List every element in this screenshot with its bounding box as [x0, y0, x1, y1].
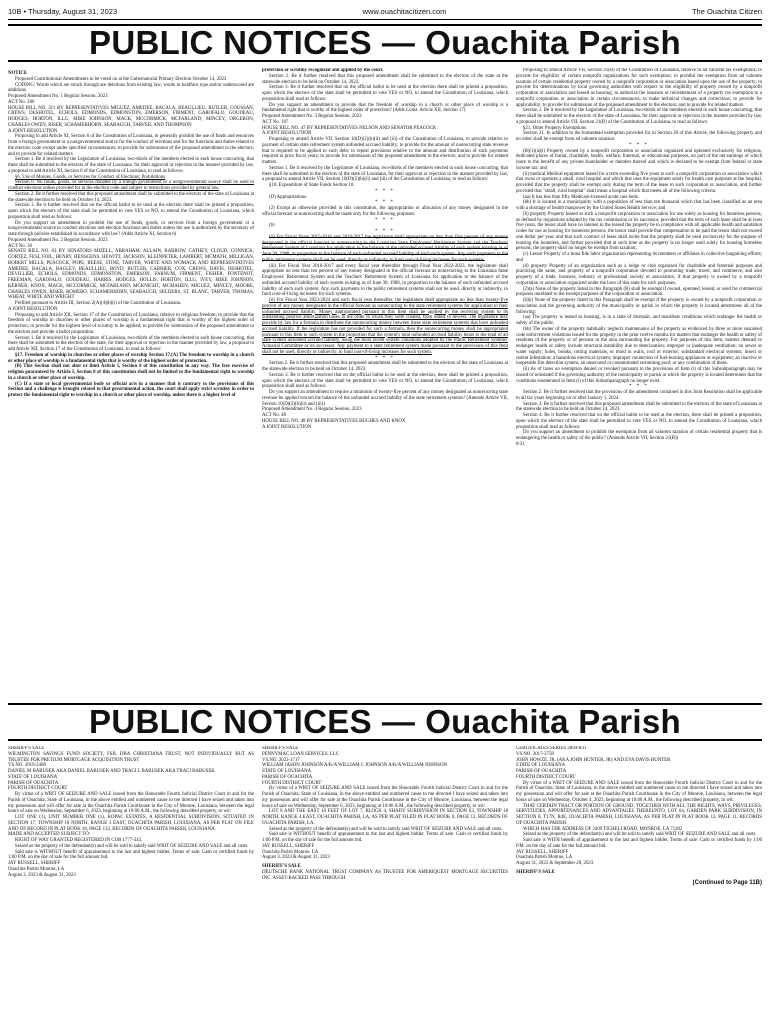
- notice-paragraph: §21. Other Property Exemptions: [523, 125, 586, 131]
- notice-paragraph: Do you support an amendment to prohibit the use of funds, goods, or services from a foreign government or a nongovernmental source to conduct elections and election functions and duties unless the use is authorized by the secretary of state through policies established in accordance with law? (Adds Article XI, Section 6): [8, 220, 254, 237]
- notice-paragraph: (ii) For Fiscal Years 2015-2016 and 2016-2017 the legislature shall appropriate no less than five percent of any money designated in the official forecast as nonrecurring to the Louisiana State Employees' Retirement System and the Teachers' Retirement System of Louisiana for application to the balance of the unfunded accrued liability of each system existing as of June 30, 1988, in proportion to the balance of each unfunded accrued liability of each such system. Any such payments to the public retirement systems shall not be used, directly or indirectly, to fund cost-of-living increases for such systems.: [262, 234, 508, 263]
- notice-paragraph: ACT No. 30: [8, 243, 32, 249]
- notice-paragraph: Section 2. Be it further resolved that this proposed amendment shall be submitted to the electors of the state of Louisiana at the statewide election to be held on October 14, 2023.: [8, 191, 254, 203]
- notice-paragraph: VS.NO. 2017-3758: [516, 751, 554, 757]
- notice-paragraph: JAY RUSSELL, SHERIFF: [262, 843, 315, 849]
- notice-paragraph: DEUTSCHE BANK NATIONAL TRUST COMPANY AS TRUSTEE FOR AMERIQUEST MORTGAGE SECURITIES INC. ASSET-BACKED PASS THROUGH: [262, 869, 508, 881]
- notice-paragraph: MADE AND ACCEPTED SUBJECT TO:: [8, 832, 91, 838]
- notice-paragraph: Section 4. Be it further resolved that on the official ballot to be used at the election, there shall be printed a proposition, upon which the electors of the state shall be permitted to vote YES or NO, to amend the Constitution of Louisiana, which proposition shall read as follows:: [516, 413, 762, 430]
- notice-paragraph: NOTICE: [8, 71, 28, 76]
- notice-paragraph: Proposing to amend Article VII, Section 21(B) of the Constitution of Louisiana, relative to ad valorem tax exemptions; to provide for eligibility of certain nonprofit organizations for such exemption; to prohibit the exemption from ad valorem taxation of certain residential property owned by a nonprofit corporation or association based upon the use of the property; to provide for determinations by local governing authorities with respect to the eligibility of property owned by a nonprofit corporation or association and leased as housing; to authorize the issuance or reinstatement of a property tax exemption to a nonprofit corporation or association in certain circumstances; to make technical changes and corrections; to provide for applicability; to provide for submission of the proposed amendment to the electors; and to provide for related matters.: [516, 68, 762, 108]
- notice-paragraph: Section 1. Be it resolved by the Legislature of Louisiana, two-thirds of the members elected to each house concurring, that there shall be submitted to the electors of the state, for their approval or rejection in the manner provided by law, a proposal to add Article XII, Section 17 of the Constitution of Louisiana, to read as follows:: [8, 335, 254, 352]
- notice-paragraph: RIGHT OF WAY GRANTED REGISTERED IN COB 1777-343.: [15, 838, 143, 843]
- section-break: * * *: [375, 200, 395, 206]
- notice-paragraph: Section 21. In addition to the homestead exemption provided for in Section 20 of this Article, the following property and no other shall be exempt from ad valorem taxation:: [516, 131, 762, 142]
- banner-title: PUBLIC NOTICES: [89, 703, 372, 740]
- notice-paragraph: Section 3. Be it further resolved that on the official ballot to be used at the election, there shall be printed a proposition, upon which the electors of the state shall be permitted to vote YES or NO, to amend the Constitution of Louisiana, which proposition shall read as follows:: [262, 372, 508, 390]
- section-break: * * *: [375, 217, 395, 223]
- column-1: [8, 68, 254, 696]
- notice-paragraph: (d) property Property of an organization such as a lodge or club organized for charitable and fraternal purposes and practicing the same, and property of a nonprofit corporation devoted to promoting trade, travel, and commerce, and also property of a trade, business, industry or professional society or association, if that property is owned by a nonprofit corporation or association organized under the laws of this state for such purposes.: [516, 263, 762, 286]
- notice-paragraph: Do you support an amendment to provide that the freedom of worship in a church or other place of worship is a fundamental right that is worthy of the highest order of protection? (Adds Const. Article XII, Section 17): [262, 102, 508, 114]
- continued-note: (Continued to Page 11B): [692, 879, 762, 886]
- notice-paragraph: (B) This Section shall not alter or limit Article I, Section 8 of this constitution in any way. The free exercise of religion guaranteed by Article I, Section 8 of this constitution shall not be limited to the fundamental right to worship in a church or other place of worship.: [8, 364, 254, 381]
- notice-paragraph: Said sale is WITHOUT benefit of appraisement to the last and highest bidder. Terms of sale: Cash or certified funds by 1:00 P.M. on the day of sale for the full amount bid.: [262, 832, 508, 843]
- notice-paragraph: VS.NO. 2022-1717: [262, 757, 300, 763]
- notice-paragraph: §10. Expenditure of State Funds Section 10.: [269, 183, 355, 188]
- notice-paragraph: THAT CERTAIN TRACT OR PORTION OF GROUND, TOGETHER WITH ALL THE RIGHTS, WAYS, PRIVILEGES, SERVITUDES, APPURTENANCES AND ADVANTAGES THEREUNTO, LOT 64, GARDEN PARK SUBDIVISION, IN SECTION 8, T17N, R4E, OUACHITA PARISH, LOUISIANA, AS PER PLAT IN PLAT BOOK 12, PAGE 11, RECORDS OF OUACHITA PARISH.: [516, 803, 762, 826]
- notice-paragraph: DANIEL M BABUSEK AKA DANIEL BABUSEK AND TRACI L BABUSEK AKA TRACI BABUSEK: [8, 769, 215, 774]
- notice-paragraph: Do you support an amendment to require a minimum of twenty-five percent of any money designated as nonrecurring state revenue be applied toward the balance of the unfunded accrued liability of the state retirement systems? (Amends Article VII, Section 10(D)(2)(b)(ii) and (iii)): [262, 390, 508, 407]
- notice-paragraph: Do you support an amendment to prohibit the exemption from ad valorem taxation of certain residential property that is endangering the health or safety of the public? (Amends Article VII, Section 21(B)): [516, 430, 762, 441]
- notice-paragraph: STATE OF LOUISIANA: [516, 763, 566, 769]
- notice-paragraph: Section 1. Be it resolved by the Legislature of Louisiana, two-thirds of the members elected to each house concurring, that there shall be submitted to the electors of the state of Louisiana, for their approval or rejection in the manner provided by law, a proposal to amend Article VII, Section 10(D)(2)(b)(ii) and (iii) of the Constitution of Louisiana, to read as follows:: [262, 165, 508, 183]
- notice-paragraph: (bb) The owner of the property habitually neglects maintenance of the property as evidenced by three or more sustained code enforcement violations issued for the property in the prior twelve months for matters that endanger the health or safety of residents of the property or of persons in the area surrounding the property. For purposes of this Item, matters deemed to endanger health or safety include structural instability due to deterioration; improper or inadequate ventilation; no sewer or water supply; holes, breaks, rotting materials, or mold in walls, roof or exterior; substandard electrical systems; insect or rodent infestation; a hazardous electrical system; improper connection of fuel-burning appliances or equipment; an inactive or inoperable fire detection system; an unsecured or contaminated swimming pool; or any combination of these.: [516, 326, 762, 367]
- notice-paragraph: SHERIFF'S SALE: [262, 746, 299, 751]
- notice-paragraph: (2) Except as otherwise provided in this constitution, the appropriation or allocation of any money designated in the official forecast as nonrecurring shall be made only for the following purposes:: [262, 206, 508, 217]
- notices-columns-bottom: [8, 746, 762, 1018]
- notice-paragraph: (b): [269, 223, 275, 229]
- notice-paragraph: PARISH OF OUACHITA: [8, 780, 59, 786]
- notice-paragraph: SHERIFF'S SALE: [516, 869, 555, 875]
- banner-parish: Ouachita Parish: [425, 703, 681, 740]
- notice-paragraph: (ii) For Fiscal Year 2023-2024 and each fiscal year thereafter, the legislature shall appropriate no less than twenty-five percent of any money designated in the official forecast as nonrecurring to the state retirement systems for application to their unfunded accrued liability. Money appropriated pursuant to this Item shall be applied by the receiving system to its outstanding positive amortization bases in the order in which they were created, from oldest to newest. The legislature may provide by law for a formula to distribute the nonrecurring money between these state retirement systems that have unfunded accrued liability. If the legislature has not provided for such a formula, then the nonrecurring money shall be appropriated pursuant to this Item to such system in the proportion that the system's total unfunded accrued liability bears to the total of all state system unfunded accrued liability, using the most recent system valuations adopted by the Public Retirement Systems' Actuarial Committee or its successor. Any payment to a state retirement system made pursuant to the provisions of this Item shall not be used, directly or indirectly, to fund cost-of-living increases for such system.: [262, 298, 508, 355]
- notice-paragraph: Proposing to add Article XI, Section 6 of the Constitution of Louisiana, to generally prohibit the use of funds and resources from a foreign government or a nongovernmental source for the conduct of elections and for the functions and duties related to the election code except under specified circumstances; to provide for submission of the proposed amendment to the electors; and to provide for related matters.: [8, 134, 254, 157]
- notice-paragraph: PARISH OF OUACHITA: [262, 774, 313, 780]
- notice-paragraph: Section 2. Be it further resolved that this proposed amendment shall be submitted to the electors of the state at the statewide election to be held on October 14, 2023.: [262, 73, 508, 85]
- notice-paragraph: LOT ONE (1), UNIT NUMBER ONE (1), KOPAC ESTATES, A RESIDENTIAL SUBDIVISION, SITUATED IN SECTION 17, TOWNSHIP 18 NORTH, RANGE 3 EAST, OUACHITA PARISH, LOUISIANA, AS PER PLAT ON FILE AND OF RECORD IN PLAT BOOK 18, PAGE 132, RECORDS OF OUACHITA PARISH, LOUISIANA.: [8, 815, 254, 832]
- notice-paragraph: FOURTH DISTRICT COURT: [516, 774, 576, 780]
- notice-paragraph: Section 3. Be it further resolved that on the official ballot to be used at the election there shall be printed a proposition, upon which the electors of the state shall be permitted to vote YES or NO, to amend the Constitution of Louisiana, which proposition shall read as follows:: [262, 85, 508, 102]
- notice-paragraph: (bb) It is located in a municipality with a population of less than ten thousand which that has been classified as an area with a shortage of health manpower by the United States Health Service; and: [516, 200, 762, 211]
- notice-paragraph: Section 1. Be it resolved by the Legislature of Louisiana, two-thirds of the members elected to each house concurring, that there shall be submitted to the electors of the state of Louisiana, for their approval or rejection in the manner provided by law, a proposal to add Article XI, Section 6 of the Constitution of Louisiana, to read as follows:: [8, 157, 254, 174]
- notice-paragraph: Section 6. No funds, goods, or services donated by a foreign government or a nongovernmental source shall be used to conduct elections unless provided for in the election code and subject to restrictions provided by general law.: [8, 180, 254, 191]
- notices-columns-top: [8, 68, 762, 696]
- notice-paragraph: Ouachita Parish Monroe, LA: [262, 849, 319, 855]
- notice-paragraph: A JOINT RESOLUTION: [8, 128, 58, 134]
- notice-paragraph: August 31, 2023 & September 28, 2023: [516, 861, 594, 866]
- notice-paragraph: ACT No. 200: [8, 99, 35, 105]
- notice-paragraph: JOHN HOWZE, JR. (AKA JOHN HUNTER, JR) AND EVA DAVIS HUNTER: [516, 757, 671, 763]
- notice-paragraph: (aa) The property is leased as housing, is in a state of disrepair, and manifests conditions which endanger the health or safety of the public.: [516, 315, 762, 326]
- notice-paragraph: (ii) medical Medical equipment leased for a term exceeding five years to such a nonprofit corporation or association which that owns or operates a small, rural hospital and which that uses the equipment solely for health care purposes at the hospital, provided that the property shall be exempt only during the term of the lease to such corporation or association, and further provided that "small, rural hospital" shall mean a hospital which that meets all of the following criteria:: [516, 171, 762, 194]
- notice-paragraph: Seized as the property of the defendant(s) and will be sold to satisfy said WRIT OF SEIZURE AND SALE and all costs.: [269, 826, 503, 832]
- notice-paragraph: (c) Lessor Property of a bona fide labor organization representing its members or affiliates in collective bargaining efforts; and: [516, 252, 762, 263]
- notice-paragraph: Section 3. Be it further resolved that on the official ballot to be used at the election there shall be printed a proposition, upon which the electors of the state shall be permitted to vote YES or NO, to amend the Constitution of Louisiana, which proposition shall read as follows:: [8, 203, 254, 220]
- notice-paragraph: §17. Freedom of worship in churches or other places of worship Section 17.(A) The freedom to worship in a church or other place of worship is a fundamental right that is worthy of the highest order of protection.: [8, 352, 254, 364]
- notice-paragraph: By virtue of a WRIT OF SEIZURE AND SALE issued from the Honorable Fourth Judicial District Court in and for the Parish of Ouachita, State of Louisiana, in the above entitled and numbered cause to me directed I have seized and taken into my possession and will offer for sale at the Ouachita Parish Courthouse in the City of Monroe, Louisiana, between the legal hours of sale on Wednesday, September 6, 2023, beginning at 10:00 A.M., the following described property, to wit:: [8, 792, 254, 815]
- notice-paragraph: PENNYMAC LOAN SERVICES, LLC: [262, 751, 340, 757]
- notice-paragraph: §6. Use of Monies, Goods, or Services for Conduct of Elections; Prohibitions: [15, 174, 166, 180]
- notice-paragraph: CERTIFICATES SERIES 2004-R11: [516, 746, 587, 751]
- notice-paragraph: By virtue of a WRIT OF SEIZURE AND SALE issued from the Honorable Fourth Judicial District Court in and for the Parish of Ouachita, State of Louisiana, in the above entitled and numbered cause to me directed I have seized and taken into my possession and will offer for sale at the Ouachita Parish Courthouse in the City of Monroe, Louisiana, between the legal hours of sale on Wednesday, September 6, 2023, beginning at 10:00 A.M., the following described property, to wit:: [262, 786, 508, 809]
- column-3: [516, 68, 762, 696]
- website-url[interactable]: www.ouachitacitizen.com: [362, 6, 447, 16]
- notice-paragraph: Ouachita Parish Monroe, LA: [516, 855, 573, 861]
- notice-paragraph: Section 2. Be it further resolved that this proposed amendment shall be submitted to the electors of the state of Louisiana at the statewide election to be held on October 14, 2023.: [262, 361, 508, 372]
- notice-paragraph: WHICH HAS THE ADDRESS OF 2409 TICHELI ROAD, MONROE, LA 71202: [523, 826, 683, 832]
- header-rule: [8, 19, 762, 20]
- notice-paragraph: Proposed Amendment No. 3 Regular Session, 2023: [262, 114, 362, 119]
- notice-paragraph: Seized as the property of the defendant(s) and will be sold to satisfy said WRIT OF SEIZURE AND SALE and all costs.: [15, 843, 249, 849]
- section-break: * * *: [629, 384, 649, 390]
- notice-paragraph: Section 1. Be it resolved by the Legislature of Louisiana, two-thirds of the members elected to each house concurring, that there shall be submitted to the electors of the state of Louisiana, for their approval or rejection in the manner provided by law, a proposal to amend Article VII, Section 21(B) of the Constitution of Louisiana, to read as follows:: [516, 108, 762, 125]
- notice-paragraph: (C) If a state or local governmental body or official acts in a manner that is contrary to the provisions of this Section and a challenge is brought related to that governmental action, the court shall apply strict scrutiny in order to protect the fundamental right to worship in a church or other place of worship, unless there is a higher level of: [8, 381, 254, 398]
- notice-paragraph: (ii) As of taxes on exemption denied or revoked pursuant to the provisions of Item (i) of this Subsubparagraph may be issued or reinstated if the governing authority of the municipality or parish in which the property is located determines that the conditions enumerated in Item (i) of this Subsubparagraph no longer exist.: [516, 367, 762, 384]
- section-banner-top: [8, 24, 762, 62]
- notice-paragraph: (b) property Property leased to such a nonprofit corporation or association for use solely as housing for homeless persons, as defined by regulations adopted by the tax commission or its successor, provided that the term of such lease shall be at least five years, the lessor shall have no interest in the leased the property be in compliance with all applicable health and sanitation codes for use as housing for homeless persons, the lessor shall provide that compensation to be paid the lessor shall not exceed one dollar per year, and that such contract of lease shall recite that the property shall be used exclusively for the purpose of housing the homeless, and further provided that at such time as the property is no longer used solely for housing homeless persons, the property shall no longer be exempt from taxation;: [516, 211, 762, 252]
- banner-dash: —: [381, 703, 416, 740]
- notice-paragraph: (D) Appropriations.: [269, 194, 308, 200]
- notice-paragraph: (b)(i) None of the property listed in this Paragraph shall be exempt if the property is owned by a nonprofit corporation or association and the governing authority of the municipality or parish in which the property is located determines all of the following:: [516, 298, 762, 315]
- notice-paragraph: Proposing to add Article XII, Section 17 of the Constitution of Louisiana, relative to religious freedom; to provide that the freedom of worship in churches or other places of worship is a fundamental right that is worthy of the highest order of protection; to provide for the highest level of scrutiny to be applied; to provide for submission of the proposed amendment to the electors and provide a ballot proposition.: [8, 312, 254, 335]
- notice-paragraph: By virtue of a WRIT OF SEIZURE AND SALE issued from the Honorable Fourth Judicial District Court in and for the Parish of Ouachita, State of Louisiana, in the above entitled and numbered cause to me directed I have seized and taken into my possession and will offer for sale at the Ouachita Parish Courthouse in the City of Monroe, Louisiana, between the legal hours of sale on Wednesday, October 4, 2023, beginning at 10:00 A.M., the following described property, to wit:: [516, 780, 762, 803]
- notice-paragraph: SHERIFF'S SALE: [8, 746, 45, 751]
- column-3: [516, 746, 762, 1018]
- banner-parish: Ouachita Parish: [425, 24, 681, 61]
- notice-paragraph: Proposed Amendment No. 4 Regular Session, 2023: [262, 407, 362, 413]
- notice-paragraph: WILLIAM JASON JOHNSON A/K/A WILLIAM J. JOHNSON A/K/A WILLIAM JOHNSON: [262, 763, 447, 769]
- notice-paragraph: VS.NO. 2019-2408: [8, 763, 46, 769]
- notice-paragraph: SHERIFF'S SALE: [262, 864, 301, 869]
- section-banner-bottom: [8, 703, 762, 741]
- notice-paragraph: SENATE BILL NO. 63 BY SENATORS MIZELL, ABRAHAM, ALLAIN, BARROW, CATHEY, CLOUD, CONNICK, CORTEZ, FESI, FOIL, HENRY, HENSGENS, HEWITT, JACKSON, KLEINPETER, LAMBERT, MCMATH, MILLIGAN, ROBERT MILLS, PEACOCK, POPE, REESE, STINE, TARVER, WHITE AND WOMACK AND REPRESENTATIVES AMEDEE, BACALA, BAGLEY, BEAULLIEU, BOYD, BUTLER, CARRIER, COX, CREWS, DAVIS, DESHOTEL, DEVILLIER, ECHOLS, EDMONDS, EDMONSTON, EMERSON, FARNUM, FIRMENT, FISHER, FONTENOT, FREEMAN, GAROFALO, GOUDEAU, HARRIS, HODGES, HOLLIS, HORTON, ILLG, IVEY, MIKE JOHNSON, KERNER, KNOX, MACK, MCCORMICK, MCFARLAND, MCKNIGHT, MCMAHEN, MIGUEZ, MINCEY, MOORE, CHARLES OWEN, RISER, ROMERO, SCHAMERHORN, SEABAUGH, SELDERS, ST. BLANC, TARVER, THOMAS, WHEAT, WHITE AND WRIGHT: [8, 249, 254, 301]
- notice-paragraph: Proposed Constitutional Amendments to be voted on at the Gubernatorial Primary Election October 14, 2023: [15, 76, 227, 82]
- notice-paragraph: HOUSE BILL NO. 47 BY REPRESENTATIVES NELSON AND SENATOR PEACOCK: [262, 125, 437, 131]
- notice-paragraph: Said sale is WITHOUT benefit of appraisement to the last and highest bidder. Terms of sale: Cash or certified funds by 1:00 P.M. on the day of sale for the full amount bid.: [8, 849, 254, 861]
- notice-paragraph: Proposing to amend Article VII, Section 10(D)(2)(b)(ii) and (iii) of the Constitution of Louisiana, to provide relative to payment of certain state retirement system unfunded accrued liability; to provide for the amount of nonrecurring state revenue that is required to be applied to such debt; to repeal provisions relative to the amount and distribution of such payments required in prior fiscal years; to provide for submission of the proposed amendment to the electors; and to provide for related matters.: [262, 137, 508, 165]
- notice-paragraph: Proposed Amendment No. 1 Regular Session, 2023: [8, 94, 108, 99]
- notice-paragraph: (2)(a) None of the property listed in this Paragraph (B) shall be exempt if owned, operated, leased, or used for commercial purposes unrelated to the exempt purposes of the corporation or association.: [516, 286, 762, 298]
- notice-paragraph: Section 3. Be it further resolved that this proposed amendment shall be submitted to the electors of the state of Louisiana at the statewide election to be held on October 14, 2023.: [516, 401, 762, 413]
- notice-paragraph: August 3, 2023 & August 31, 2023: [8, 872, 76, 878]
- page-number: 10B: [8, 6, 22, 16]
- banner-dash: —: [381, 24, 416, 61]
- notice-paragraph: (aa) It has less than fifty Medicare-licensed acute care beds.: [523, 194, 639, 200]
- notice-paragraph: ACT No. 107: [262, 119, 289, 125]
- paper-name: The Ouachita Citizen: [691, 6, 762, 16]
- notice-paragraph: STATE OF LOUISIANA: [262, 769, 312, 774]
- notice-paragraph: 8/31: [516, 441, 525, 447]
- notice-paragraph: Seized as the property of the defendant(s) and will be sold to satisfy said WRIT OF SEIZURE AND SALE and all costs.: [523, 832, 757, 838]
- section-break: * * *: [375, 188, 395, 194]
- issue-date: Thursday, August 31, 2023: [28, 6, 118, 16]
- column-2: [262, 746, 508, 1018]
- notice-paragraph: A JOINT RESOLUTION: [262, 424, 312, 430]
- notice-paragraph: protection or scrutiny recognized and applied by the court.: [262, 68, 384, 73]
- notice-paragraph: (iii) For Fiscal Year 2016-2017 and every fiscal year thereafter through Final Year 2022-2023, the legislature shall appropriate no less than ten percent of any money designated in the official forecast as nonrecurring to the Louisiana State Employees' Retirement System and the Teachers' Retirement System of Louisiana for application to the balance of the unfunded accrued liability of each system existing as of June 30, 1988, in proportion to the balance of each unfunded accrued liability of each such system. Any such payments to the public retirement systems shall not be used, directly or indirectly, to fund cost-of-living increases for such systems.: [262, 263, 508, 298]
- notice-paragraph: (B)(1)(a)(i) Property owned by a nonprofit corporation or association organized and operated exclusively for religious, dedicated places of burial, charitable, health, welfare, fraternal, or educational purposes, no part of the net earnings of which inure to the benefit of any private shareholder or member thereof and which is declared to be exempt from federal or state income tax; and: [516, 148, 762, 171]
- notice-paragraph: CODING: Words which are struck through are deletions from existing law; words in boldface type and/or underscored are additions.: [8, 82, 254, 94]
- notice-paragraph: LOT 8 AND THE EAST 10 FEET OF LOT 7, BLOCK 4, SHADY SUBDIVISION IN SECTION 63, TOWNSHIP 18 NORTH, RANGE 4 EAST, OUACHITA PARISH, LA, AS PER PLAT FILED IN PLAT BOOK 8, PAGE 12, RECORDS OF OUACHITA PARISH, LA.: [262, 809, 508, 826]
- notice-paragraph: ACT No. 48: [262, 413, 286, 418]
- notice-paragraph: PARISH OF OUACHITA: [516, 769, 567, 774]
- notice-paragraph: HOUSE BILL NO. 311 BY REPRESENTATIVES MIGUEZ, AMEDEE, BACALA, BEAULLIEU, BUTLER, COUSSAN, CREWS, DESHOTEL, ECHOLS, EDMONDS, EDMONSTON, EMERSON, FIRMENT, GAROFALO, GOUDEAU, HODGES, HORTON, ILLG, MIKE JOHNSON, MACK, MCCORMICK, MCFARLAND, MINCEY, ORGERON, CHARLES OWEN, RISER, SCHAMERHORN, SEABAUGH, TARVER, AND THOMPSON: [8, 105, 254, 128]
- notice-paragraph: JAY RUSSELL, SHERIFF: [516, 849, 569, 855]
- notice-paragraph: Ouachita Parish Monroe, LA: [8, 866, 65, 872]
- notice-paragraph: Said sale is WITH benefit of appraisement to the last and highest bidder. Terms of sale: Cash or certified funds by 1:00 P.M. on the day of sale for the full amount bid.: [516, 838, 762, 849]
- notice-paragraph: A JOINT RESOLUTION: [262, 131, 312, 137]
- notice-paragraph: WILMINGTON SAVINGS FUND SOCIETY, FSB, DBA CHRISTIANA TRUST, NOT INDIVIDUALLY BUT AS TRUSTEE FOR PRETIUM MORTGAGE ACQUISITION TRUST: [8, 751, 254, 763]
- notice-paragraph: Section 2. Be it further resolved that the provisions of the amendment contained in this Joint Resolution shall be applicable to all tax years beginning on or after January 1, 2024.: [516, 390, 762, 401]
- notice-paragraph: HOUSE BILL NO. 48 BY REPRESENTATIVES HUGHES AND KNOX: [262, 418, 406, 424]
- section-break: * * *: [629, 142, 649, 148]
- page-number-date: 10B • Thursday, August 31, 2023: [8, 6, 118, 16]
- notice-paragraph: Prefiled pursuant to Article III, Section 2(A)(4)(b)(i) of the Constitution of Louisiana.: [15, 301, 182, 306]
- notice-paragraph: STATE OF LOUISIANA: [8, 774, 58, 780]
- section-break: * * *: [375, 355, 395, 361]
- section-break: * * *: [375, 229, 395, 234]
- notice-paragraph: Proposed Amendment No. 2 Regular Session, 2023: [8, 237, 108, 243]
- notice-paragraph: A JOINT RESOLUTION: [8, 306, 58, 312]
- notice-paragraph: FOURTH DISTRICT COURT: [262, 780, 322, 786]
- running-header: [8, 4, 762, 18]
- notice-paragraph: JAY RUSSELL, SHERIFF: [8, 861, 61, 866]
- banner-title: PUBLIC NOTICES: [89, 24, 372, 61]
- column-1: [8, 746, 254, 1018]
- notice-paragraph: FOURTH DISTRICT COURT: [8, 786, 68, 792]
- notice-paragraph: August 3, 2023 & August 31, 2023: [262, 855, 330, 861]
- column-2: [262, 68, 508, 696]
